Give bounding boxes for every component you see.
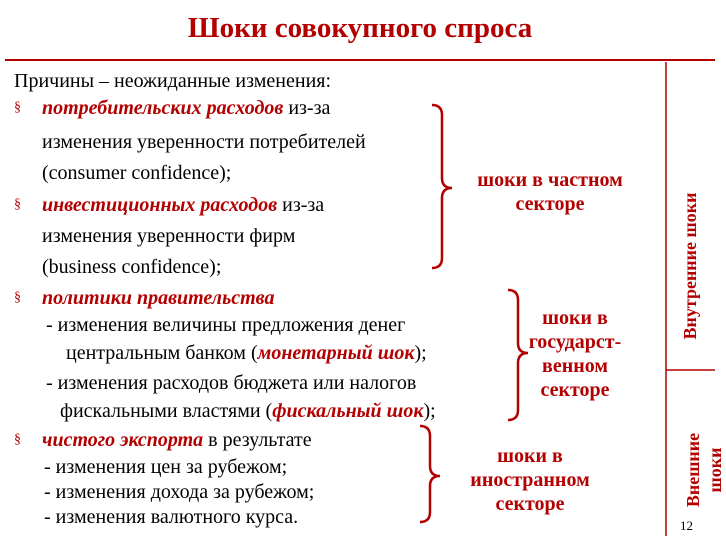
private-label-line: шоки в частном: [477, 169, 623, 191]
investment-emphasis: инвестиционных расходов: [42, 194, 278, 216]
bullet-marker: §: [14, 432, 21, 447]
brace-foreign-sector: [420, 426, 440, 522]
policy-sub2-post: );: [423, 400, 436, 422]
brace-government-sector: [508, 290, 528, 420]
investment-line2: изменения уверенности фирм: [42, 225, 296, 247]
government-label-line: венном: [542, 355, 608, 377]
policy-sub1-line1: - изменения величины предложения денег: [46, 314, 406, 336]
export-line4: - изменения валютного курса.: [44, 506, 299, 528]
monetary-shock-term: монетарный шок: [257, 342, 415, 364]
consumer-emphasis: потребительских расходов: [42, 97, 284, 119]
policy-sub1-pre: центральным банком (: [66, 342, 258, 364]
external-label-line: шоки: [705, 447, 725, 493]
bullet-marker: §: [14, 290, 21, 305]
export-emphasis: чистого экспорта: [42, 429, 204, 451]
consumer-line3: (consumer confidence);: [42, 162, 232, 184]
foreign-label-line: шоки в: [497, 445, 563, 467]
external-label-line: Внешние: [683, 432, 703, 508]
brace-private-sector: [432, 105, 452, 268]
foreign-label-line: секторе: [495, 493, 565, 515]
page-title: Шоки совокупного спроса: [187, 12, 533, 44]
bullet-marker: §: [14, 100, 21, 115]
page-number: 12: [680, 518, 693, 533]
export-line3: - изменения дохода за рубежом;: [44, 481, 315, 503]
internal-shocks-vertical-label: Внутренние шоки: [680, 192, 700, 340]
consumer-rest: из-за: [283, 97, 331, 119]
policy-sub2-line1: - изменения расходов бюджета или налогов: [46, 372, 417, 394]
intro-text: Причины – неожиданные изменения:: [14, 70, 332, 92]
government-label-line: секторе: [540, 379, 610, 401]
consumer-line2: изменения уверенности потребителей: [42, 131, 366, 153]
fiscal-shock-term: фискальный шок: [272, 400, 424, 422]
investment-line3: (business confidence);: [42, 256, 222, 278]
government-label-line: государст-: [528, 331, 622, 353]
government-label-line: шоки в: [542, 307, 608, 329]
export-rest: в результате: [203, 429, 312, 451]
policy-sub1-post: );: [414, 342, 427, 364]
export-line2: - изменения цен за рубежом;: [44, 456, 288, 478]
bullet-marker: §: [14, 197, 21, 212]
policy-sub2-pre: фискальными властями (: [60, 400, 273, 422]
foreign-label-line: иностранном: [470, 469, 590, 491]
private-label-line: секторе: [515, 193, 585, 215]
policy-emphasis: политики правительства: [42, 287, 275, 309]
investment-rest: из-за: [277, 194, 325, 216]
